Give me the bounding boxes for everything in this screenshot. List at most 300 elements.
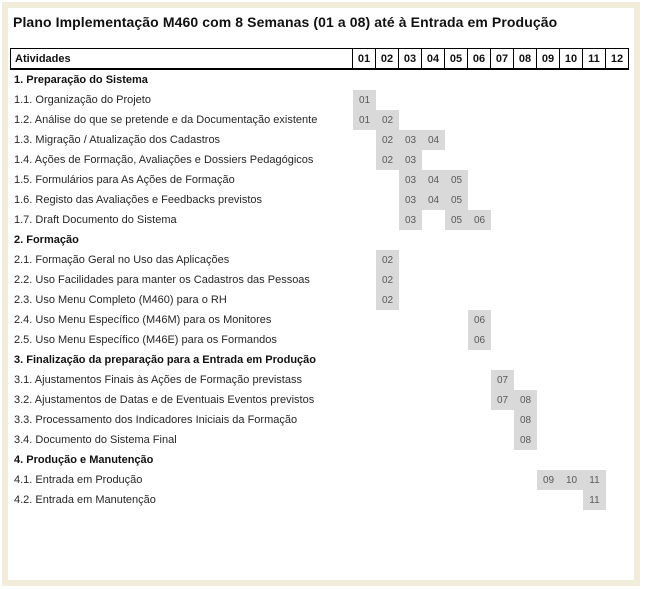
gantt-cell <box>353 490 376 510</box>
gantt-cell <box>560 170 583 190</box>
activity-label: 1.4. Ações de Formação, Avaliações e Dossiers Pedagógicos <box>14 154 314 166</box>
gantt-cell <box>583 250 606 270</box>
gantt-cell <box>353 70 376 90</box>
activities-column-header: Atividades <box>15 52 71 65</box>
gantt-cell <box>560 450 583 470</box>
gantt-cell <box>583 170 606 190</box>
gantt-cell <box>514 490 537 510</box>
gantt-cell <box>606 90 629 110</box>
week-column-header: 08 <box>513 49 536 68</box>
week-column-header: 06 <box>467 49 490 68</box>
activity-row <box>10 290 629 310</box>
gantt-cell <box>468 270 491 290</box>
gantt-cell <box>606 230 629 250</box>
gantt-cell <box>537 390 560 410</box>
gantt-cell <box>514 170 537 190</box>
gantt-cell <box>445 390 468 410</box>
gantt-cell <box>353 270 376 290</box>
gantt-cell <box>422 270 445 290</box>
gantt-cell <box>560 430 583 450</box>
gantt-cell <box>514 250 537 270</box>
gantt-cell <box>353 230 376 250</box>
week-column-header: 04 <box>421 49 444 68</box>
gantt-cell <box>606 370 629 390</box>
gantt-cell-filled: 06 <box>468 210 491 230</box>
gantt-cell <box>491 470 514 490</box>
gantt-cell <box>353 410 376 430</box>
gantt-cell <box>560 350 583 370</box>
gantt-cell <box>445 310 468 330</box>
gantt-cell <box>376 190 399 210</box>
gantt-cell <box>468 370 491 390</box>
gantt-cell <box>583 90 606 110</box>
gantt-cell <box>606 410 629 430</box>
gantt-cell <box>399 350 422 370</box>
gantt-cell <box>537 190 560 210</box>
gantt-cell <box>491 430 514 450</box>
gantt-cell <box>606 310 629 330</box>
gantt-cell-filled: 05 <box>445 210 468 230</box>
gantt-cell <box>537 310 560 330</box>
gantt-cell <box>560 90 583 110</box>
gantt-cell <box>537 130 560 150</box>
gantt-cell <box>583 450 606 470</box>
gantt-cell <box>468 150 491 170</box>
gantt-cell <box>583 430 606 450</box>
gantt-cell <box>560 130 583 150</box>
gantt-cell <box>422 370 445 390</box>
week-column-header: 02 <box>375 49 398 68</box>
gantt-cell <box>422 390 445 410</box>
gantt-cell-filled: 04 <box>422 190 445 210</box>
gantt-cell <box>468 470 491 490</box>
activity-row <box>10 370 629 390</box>
gantt-cell <box>445 150 468 170</box>
activity-row <box>10 270 629 290</box>
gantt-cell <box>399 470 422 490</box>
gantt-cell <box>583 110 606 130</box>
gantt-cell <box>583 290 606 310</box>
gantt-cell-filled: 01 <box>353 90 376 110</box>
gantt-cell <box>560 490 583 510</box>
gantt-cell <box>491 130 514 150</box>
gantt-cell <box>445 350 468 370</box>
gantt-cell-filled: 02 <box>376 270 399 290</box>
gantt-cell <box>606 190 629 210</box>
gantt-cell <box>445 410 468 430</box>
gantt-cell <box>399 90 422 110</box>
gantt-cell <box>491 310 514 330</box>
gantt-cell <box>445 130 468 150</box>
gantt-cell-filled: 03 <box>399 170 422 190</box>
activity-label: 2.4. Uso Menu Específico (M46M) para os Monitores <box>14 314 272 326</box>
gantt-cell <box>353 170 376 190</box>
week-column-header: 07 <box>490 49 513 68</box>
gantt-cell <box>399 310 422 330</box>
gantt-cell <box>514 90 537 110</box>
gantt-cell <box>422 210 445 230</box>
gantt-cell <box>583 410 606 430</box>
week-column-header: 09 <box>536 49 559 68</box>
gantt-cell <box>491 230 514 250</box>
gantt-cell <box>560 150 583 170</box>
gantt-cell-filled: 07 <box>491 390 514 410</box>
gantt-cell <box>583 350 606 370</box>
gantt-cell <box>560 270 583 290</box>
gantt-cell <box>399 430 422 450</box>
gantt-cell-filled: 04 <box>422 130 445 150</box>
gantt-cell-filled: 03 <box>399 210 422 230</box>
activity-label: 3.3. Processamento dos Indicadores Iniciais da Formação <box>14 414 298 426</box>
gantt-cell-filled: 08 <box>514 390 537 410</box>
gantt-cell-filled: 02 <box>376 290 399 310</box>
activity-row <box>10 490 629 510</box>
table-header-row <box>10 48 629 70</box>
gantt-cell <box>491 250 514 270</box>
gantt-cell <box>583 210 606 230</box>
gantt-cell <box>606 130 629 150</box>
gantt-cell <box>353 210 376 230</box>
gantt-cell <box>537 70 560 90</box>
gantt-cell <box>422 330 445 350</box>
gantt-cell <box>606 330 629 350</box>
gantt-cell <box>376 410 399 430</box>
gantt-cell <box>514 270 537 290</box>
gantt-cell <box>491 170 514 190</box>
gantt-cell <box>353 330 376 350</box>
gantt-cell <box>491 210 514 230</box>
gantt-cell <box>491 290 514 310</box>
gantt-cell <box>445 330 468 350</box>
gantt-cell <box>468 430 491 450</box>
gantt-cell <box>606 110 629 130</box>
page-title: Plano Implementação M460 com 8 Semanas (01 a 08) até à Entrada em Produção <box>13 14 558 30</box>
activity-row <box>10 130 629 150</box>
gantt-cell <box>422 310 445 330</box>
gantt-cell-filled: 02 <box>376 130 399 150</box>
gantt-cell <box>583 370 606 390</box>
activity-label: 1.7. Draft Documento do Sistema <box>14 214 177 226</box>
gantt-cell <box>537 450 560 470</box>
section-label: 3. Finalização da preparação para a Entrada em Produção <box>14 354 317 366</box>
gantt-cell <box>537 230 560 250</box>
gantt-cell-filled: 10 <box>560 470 583 490</box>
gantt-cell <box>445 90 468 110</box>
gantt-cell-filled: 11 <box>583 490 606 510</box>
gantt-cell <box>560 210 583 230</box>
gantt-cell <box>422 250 445 270</box>
gantt-cell <box>537 110 560 130</box>
gantt-cell <box>399 290 422 310</box>
activity-row <box>10 430 629 450</box>
gantt-cell <box>468 130 491 150</box>
activity-label: 2.2. Uso Facilidades para manter os Cadastros das Pessoas <box>14 274 310 286</box>
gantt-cell <box>537 170 560 190</box>
gantt-cell-filled: 06 <box>468 330 491 350</box>
gantt-cell <box>583 330 606 350</box>
gantt-cell <box>353 190 376 210</box>
gantt-cell <box>399 390 422 410</box>
gantt-cell <box>376 230 399 250</box>
week-column-header: 05 <box>444 49 467 68</box>
gantt-cell <box>445 70 468 90</box>
gantt-cell <box>491 450 514 470</box>
gantt-cell <box>537 270 560 290</box>
gantt-cell <box>606 430 629 450</box>
gantt-cell <box>514 70 537 90</box>
gantt-cell <box>376 210 399 230</box>
gantt-cell <box>353 470 376 490</box>
gantt-cell <box>583 190 606 210</box>
activity-row <box>10 310 629 330</box>
gantt-cell <box>606 210 629 230</box>
gantt-cell-filled: 02 <box>376 150 399 170</box>
gantt-cell <box>514 110 537 130</box>
plan-table <box>10 48 629 510</box>
gantt-cell <box>445 370 468 390</box>
gantt-cell <box>560 310 583 330</box>
gantt-cell <box>445 250 468 270</box>
week-column-header: 12 <box>605 49 628 68</box>
gantt-cell <box>606 350 629 370</box>
activity-label: 3.1. Ajustamentos Finais às Ações de Formação previstass <box>14 374 302 386</box>
gantt-cell <box>422 410 445 430</box>
gantt-cell <box>422 290 445 310</box>
gantt-cell <box>583 130 606 150</box>
gantt-cell <box>422 350 445 370</box>
gantt-cell <box>560 370 583 390</box>
gantt-cell <box>537 90 560 110</box>
gantt-cell <box>468 410 491 430</box>
gantt-cell <box>606 390 629 410</box>
week-column-header: 10 <box>559 49 582 68</box>
gantt-cell <box>514 210 537 230</box>
gantt-cell-filled: 02 <box>376 110 399 130</box>
gantt-cell <box>376 470 399 490</box>
gantt-cell <box>376 450 399 470</box>
gantt-cell <box>399 370 422 390</box>
activity-label: 2.3. Uso Menu Completo (M460) para o RH <box>14 294 227 306</box>
gantt-cell <box>560 330 583 350</box>
gantt-cell <box>353 350 376 370</box>
gantt-cell <box>606 170 629 190</box>
gantt-cell-filled: 03 <box>399 190 422 210</box>
gantt-cell <box>399 490 422 510</box>
report-frame <box>2 2 640 586</box>
gantt-cell <box>353 390 376 410</box>
gantt-cell-filled: 06 <box>468 310 491 330</box>
gantt-cell <box>491 190 514 210</box>
gantt-cell <box>376 310 399 330</box>
gantt-cell-filled: 04 <box>422 170 445 190</box>
gantt-cell <box>353 370 376 390</box>
gantt-cell-filled: 08 <box>514 430 537 450</box>
gantt-cell <box>376 330 399 350</box>
gantt-cell <box>353 430 376 450</box>
section-row <box>10 70 629 90</box>
gantt-cell <box>583 150 606 170</box>
gantt-cell <box>491 330 514 350</box>
gantt-cell <box>537 210 560 230</box>
activity-label: 1.2. Análise do que se pretende e da Documentação existente <box>14 114 318 126</box>
gantt-cell <box>606 270 629 290</box>
gantt-cell <box>583 230 606 250</box>
section-label: 1. Preparação do Sistema <box>14 74 148 86</box>
gantt-cell <box>583 310 606 330</box>
activity-row <box>10 250 629 270</box>
activity-label: 1.5. Formulários para As Ações de Formação <box>14 174 235 186</box>
gantt-cell <box>606 470 629 490</box>
gantt-cell <box>445 110 468 130</box>
gantt-cell <box>583 70 606 90</box>
gantt-cell <box>537 410 560 430</box>
activity-label: 1.6. Registo das Avaliações e Feedbacks previstos <box>14 194 263 206</box>
week-column-header: 11 <box>582 49 605 68</box>
gantt-cell <box>422 70 445 90</box>
gantt-cell <box>376 430 399 450</box>
gantt-cell <box>468 170 491 190</box>
gantt-cell-filled: 07 <box>491 370 514 390</box>
gantt-cell <box>491 70 514 90</box>
gantt-cell <box>560 230 583 250</box>
section-label: 4. Produção e Manutenção <box>14 454 154 466</box>
gantt-cell <box>514 350 537 370</box>
gantt-cell <box>560 410 583 430</box>
gantt-cell <box>353 150 376 170</box>
gantt-cell <box>537 350 560 370</box>
gantt-cell <box>468 350 491 370</box>
gantt-cell <box>376 390 399 410</box>
gantt-cell <box>399 110 422 130</box>
gantt-cell <box>537 430 560 450</box>
gantt-cell <box>491 350 514 370</box>
gantt-cell <box>468 230 491 250</box>
gantt-cell <box>560 250 583 270</box>
gantt-cell <box>514 310 537 330</box>
gantt-cell <box>514 130 537 150</box>
gantt-cell <box>606 490 629 510</box>
gantt-cell <box>560 70 583 90</box>
section-label: 2. Formação <box>14 234 79 246</box>
gantt-cell <box>468 390 491 410</box>
gantt-cell <box>445 470 468 490</box>
activity-row <box>10 330 629 350</box>
gantt-cell <box>491 150 514 170</box>
gantt-cell <box>422 430 445 450</box>
section-row <box>10 450 629 470</box>
gantt-cell <box>422 150 445 170</box>
gantt-cell <box>514 190 537 210</box>
gantt-cell <box>353 130 376 150</box>
section-row <box>10 350 629 370</box>
gantt-cell <box>560 390 583 410</box>
gantt-cell <box>537 290 560 310</box>
gantt-cell <box>399 270 422 290</box>
activity-label: 2.1. Formação Geral no Uso das Aplicações <box>14 254 230 266</box>
gantt-cell <box>353 250 376 270</box>
plan-table-body <box>10 70 629 510</box>
gantt-cell-filled: 03 <box>399 150 422 170</box>
activity-label: 4.1. Entrada em Produção <box>14 474 143 486</box>
gantt-cell <box>445 230 468 250</box>
gantt-cell <box>606 250 629 270</box>
activity-label: 1.1. Organização do Projeto <box>14 94 151 106</box>
gantt-cell <box>422 470 445 490</box>
gantt-cell-filled: 05 <box>445 170 468 190</box>
activity-label: 3.4. Documento do Sistema Final <box>14 434 177 446</box>
gantt-cell <box>514 230 537 250</box>
activity-row <box>10 90 629 110</box>
gantt-cell <box>537 490 560 510</box>
activity-label: 2.5. Uso Menu Específico (M46E) para os Formandos <box>14 334 277 346</box>
gantt-cell <box>468 250 491 270</box>
gantt-cell <box>468 90 491 110</box>
gantt-cell <box>353 310 376 330</box>
gantt-cell <box>376 170 399 190</box>
gantt-cell <box>514 150 537 170</box>
gantt-cell <box>560 110 583 130</box>
gantt-cell <box>468 70 491 90</box>
activity-row <box>10 390 629 410</box>
gantt-cell <box>422 90 445 110</box>
gantt-cell <box>514 370 537 390</box>
gantt-cell <box>468 110 491 130</box>
gantt-cell <box>445 290 468 310</box>
gantt-cell <box>422 490 445 510</box>
gantt-cell <box>606 450 629 470</box>
gantt-cell <box>376 70 399 90</box>
activity-row <box>10 110 629 130</box>
gantt-cell <box>468 290 491 310</box>
gantt-cell <box>583 390 606 410</box>
gantt-cell <box>399 250 422 270</box>
activity-row <box>10 190 629 210</box>
gantt-cell <box>583 270 606 290</box>
gantt-cell <box>468 450 491 470</box>
activity-label: 1.3. Migração / Atualização dos Cadastros <box>14 134 221 146</box>
section-row <box>10 230 629 250</box>
gantt-cell <box>422 230 445 250</box>
gantt-cell <box>537 150 560 170</box>
activity-label: 4.2. Entrada em Manutenção <box>14 494 156 506</box>
gantt-cell <box>560 290 583 310</box>
gantt-cell <box>399 70 422 90</box>
gantt-cell <box>491 270 514 290</box>
gantt-cell-filled: 02 <box>376 250 399 270</box>
gantt-cell <box>537 330 560 350</box>
gantt-cell-filled: 03 <box>399 130 422 150</box>
gantt-cell <box>445 450 468 470</box>
week-column-header: 03 <box>398 49 421 68</box>
gantt-cell <box>376 90 399 110</box>
activity-row <box>10 410 629 430</box>
week-column-header: 01 <box>352 49 375 68</box>
gantt-cell <box>376 490 399 510</box>
gantt-cell-filled: 01 <box>353 110 376 130</box>
gantt-cell <box>606 150 629 170</box>
gantt-cell <box>399 330 422 350</box>
gantt-cell <box>606 290 629 310</box>
gantt-cell <box>376 350 399 370</box>
gantt-cell <box>445 270 468 290</box>
activity-row <box>10 170 629 190</box>
gantt-cell <box>422 450 445 470</box>
gantt-cell <box>514 470 537 490</box>
activity-row <box>10 210 629 230</box>
gantt-cell <box>399 410 422 430</box>
activity-row <box>10 470 629 490</box>
gantt-cell <box>468 490 491 510</box>
